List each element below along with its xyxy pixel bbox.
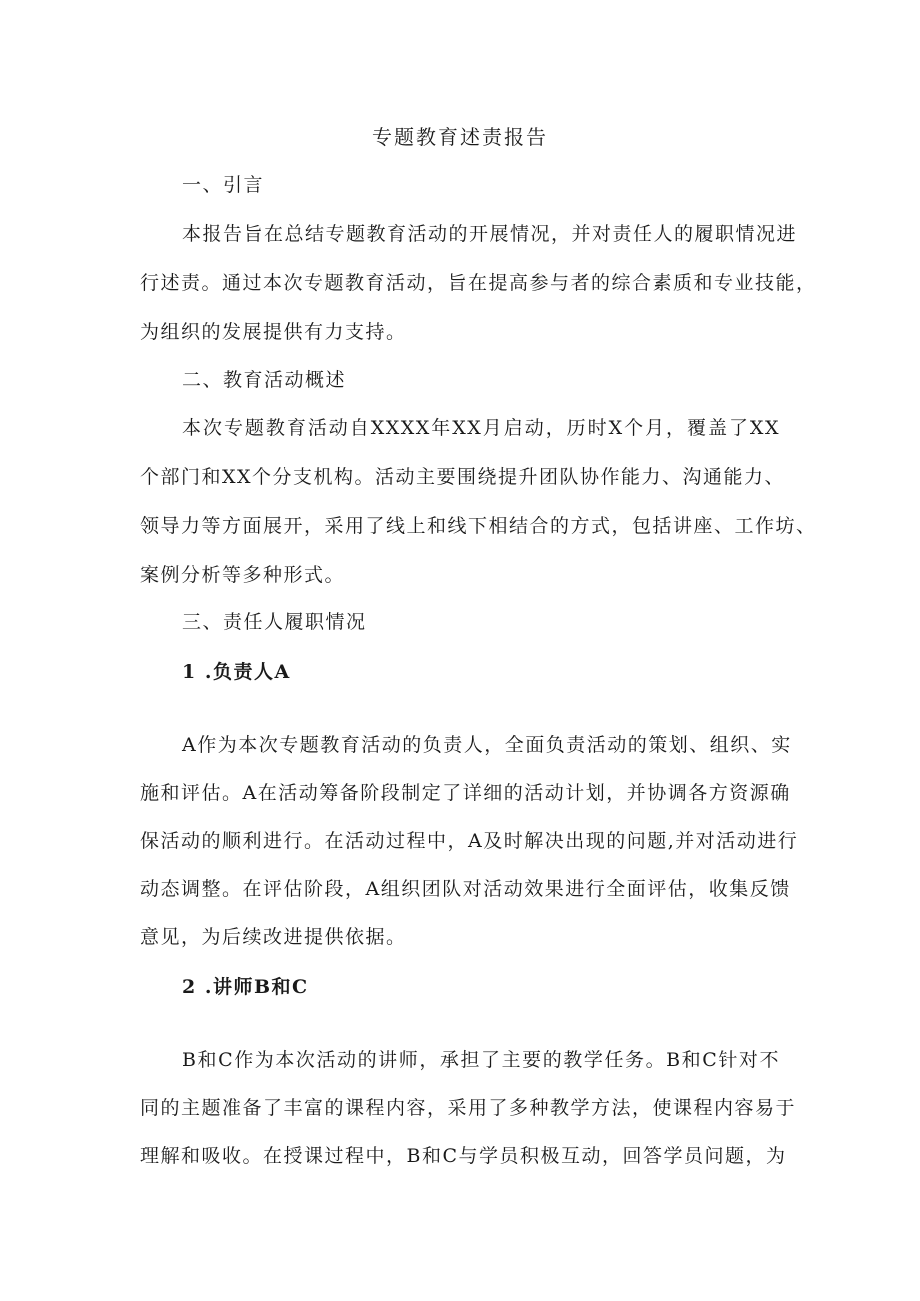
paragraph-line: 意见，为后续改进提供依据。 <box>140 926 407 948</box>
paragraph-line: 领导力等方面展开，采用了线上和线下相结合的方式，包括讲座、工作坊、 <box>140 515 817 537</box>
paragraph-line: 保活动的顺利进行。在活动过程中，A及时解决出现的问题,并对活动进行 <box>140 830 799 852</box>
paragraph-line: 行述责。通过本次专题教育活动，旨在提高参与者的综合素质和专业技能， <box>140 272 817 294</box>
paragraph-line: 本报告旨在总结专题教育活动的开展情况，并对责任人的履职情况进 <box>182 223 798 245</box>
paragraph-line: 理解和吸收。在授课过程中，B和C与学员积极互动，回答学员问题，为 <box>140 1145 787 1167</box>
paragraph-line: 为组织的发展提供有力支持。 <box>140 321 407 343</box>
section-heading-overview: 二、教育活动概述 <box>182 369 347 391</box>
paragraph-line: B和C作为本次活动的讲师，承担了主要的教学任务。B和C针对不 <box>182 1049 780 1071</box>
paragraph-line: 动态调整。在评估阶段，A组织团队对活动效果进行全面评估，收集反馈 <box>140 878 791 900</box>
subheading-lecturers-b-c: 2 .讲师B和C <box>182 976 309 998</box>
paragraph-line: 案例分析等多种形式。 <box>140 564 346 586</box>
document-title: 专题教育述责报告 <box>372 125 548 149</box>
paragraph-line: A作为本次专题教育活动的负责人，全面负责活动的策划、组织、实 <box>182 734 792 756</box>
paragraph-line: 本次专题教育活动自XXXX年XX月启动，历时X个月，覆盖了XX <box>182 417 780 439</box>
subheading-leader-a: 1 .负责人A <box>182 661 291 683</box>
section-heading-responsibilities: 三、责任人履职情况 <box>182 611 367 633</box>
paragraph-line: 施和评估。A在活动筹备阶段制定了详细的活动计划，并协调各方资源确 <box>140 782 791 804</box>
paragraph-line: 个部门和XX个分支机构。活动主要围绕提升团队协作能力、沟通能力、 <box>140 466 786 488</box>
section-heading-introduction: 一、引言 <box>182 174 265 196</box>
paragraph-line: 同的主题准备了丰富的课程内容，采用了多种教学方法，使课程内容易于 <box>140 1097 797 1119</box>
